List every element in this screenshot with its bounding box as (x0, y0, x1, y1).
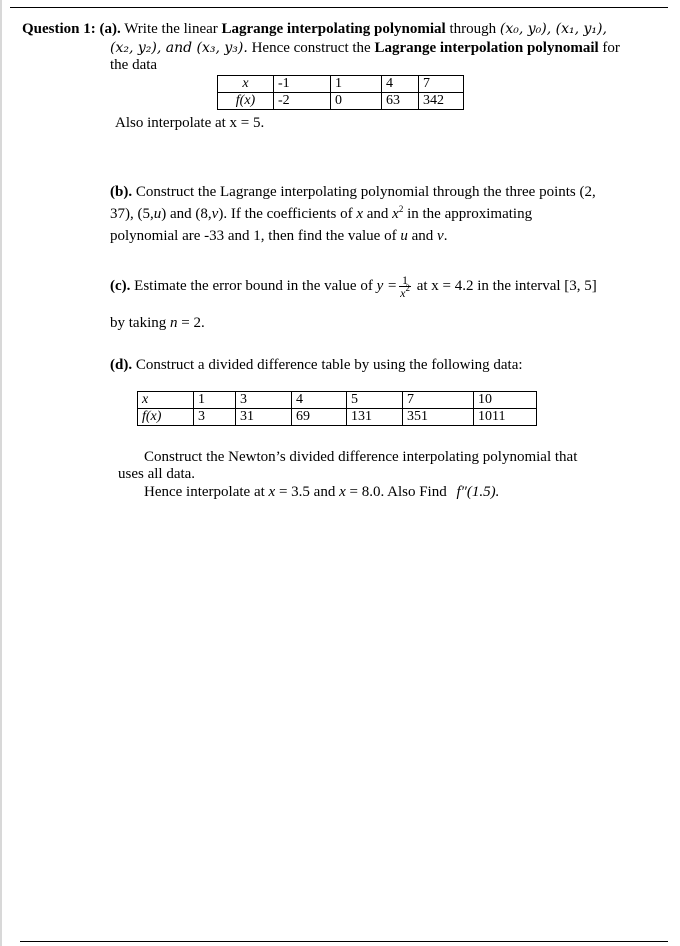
part-b-line-3 (110, 227, 447, 245)
part-a-interpolate: Also interpolate at x = 5. (115, 115, 265, 131)
table-row (138, 409, 537, 426)
table-cell: 1011 (474, 409, 537, 426)
part-d-text: Construct a divided difference table by using the following data: (135, 357, 523, 373)
var-v: v (211, 206, 219, 222)
table-cell: 4 (292, 392, 347, 409)
table-cell: 63 (382, 93, 419, 110)
fraction (399, 274, 411, 299)
table-cell: 7 (403, 392, 474, 409)
var-x: x (400, 286, 406, 301)
part-d-line-4 (144, 483, 499, 501)
part-c-line-1 (110, 272, 597, 300)
table-cell: 4 (382, 76, 419, 93)
table-cell: 10 (474, 392, 537, 409)
part-a-text: Write the linear (124, 21, 218, 37)
part-d-line-2: Construct the Newton’s divided difference interpolating polynomial that (144, 449, 578, 465)
part-c-text: = 2. (181, 315, 205, 331)
part-a-bold-term: Lagrange interpolating polynomial (221, 21, 446, 37)
part-a-line-3: the data (110, 57, 158, 73)
part-b-text: and (366, 206, 389, 222)
part-a-label: (a). (99, 21, 121, 37)
table-cell: 131 (347, 409, 403, 426)
part-d-text: Hence interpolate at (144, 484, 265, 500)
part-b-line-1 (110, 183, 596, 201)
part-b-line-2 (110, 205, 532, 223)
var-v: v (437, 228, 444, 244)
part-d-label: (d). (110, 357, 133, 373)
table-cell: 3 (194, 409, 236, 426)
var-x: x (392, 206, 399, 222)
table-cell: 3 (236, 392, 292, 409)
var-u: u (400, 228, 408, 244)
page-left-edge (0, 0, 2, 946)
part-c-text: at x = 4.2 in the interval [3, 5] (416, 278, 597, 294)
divided-difference-table (137, 391, 537, 426)
points-line-2: (x₂, y₂), and (x₃, y₃). (110, 40, 248, 56)
part-d-line-3: uses all data. (118, 466, 196, 482)
table-cell: 342 (419, 93, 464, 110)
table-header-fx: f(x) (138, 409, 194, 426)
part-b-text: ) and (8, (161, 206, 212, 222)
table-cell: 31 (236, 409, 292, 426)
part-b-label: (b). (110, 184, 133, 200)
table-cell: 1 (331, 76, 382, 93)
part-b-text-1: Construct the Lagrange interpolating polynomial through the three points (2, (135, 184, 596, 200)
table-cell: 1 (194, 392, 236, 409)
table-cell: -2 (274, 93, 331, 110)
var-n: n (170, 315, 178, 331)
table-row (218, 93, 464, 110)
exponent: 2 (398, 204, 404, 214)
part-c-text: by taking (110, 315, 167, 331)
part-b-text: in the approximating (407, 206, 533, 222)
var-x: x (339, 484, 346, 500)
part-b-text: 37), (5, (110, 206, 154, 222)
second-derivative: f″(1.5). (456, 484, 500, 500)
top-rule (10, 7, 668, 8)
table-header-fx: f(x) (218, 93, 274, 110)
part-b-text: and (411, 228, 434, 244)
part-b-text: ). If the coefficients of (218, 206, 353, 222)
part-c-text: Estimate the error bound in the value of (134, 278, 373, 294)
table-cell: 7 (419, 76, 464, 93)
table-row (138, 392, 537, 409)
table-cell: 69 (292, 409, 347, 426)
table-header-x: x (218, 76, 274, 93)
part-a-line-2 (110, 39, 620, 57)
part-c-line-2 (110, 314, 205, 332)
question-label: Question 1: (22, 21, 96, 37)
lagrange-data-table (217, 75, 464, 110)
part-a-through: through (449, 21, 497, 37)
part-d-line-1 (110, 356, 523, 374)
table-cell: 351 (403, 409, 474, 426)
table-header-x: x (138, 392, 194, 409)
part-a-line-1 (22, 20, 607, 38)
part-b-text: polynomial are -33 and 1, then find the value of (110, 228, 397, 244)
var-u: u (153, 206, 162, 222)
part-d-text: = 3.5 and (278, 484, 336, 500)
part-a-bold-term-2: Lagrange interpolation polynomail (374, 40, 599, 56)
y-equals: y = (376, 278, 398, 294)
table-cell: 0 (331, 93, 382, 110)
var-x: x (356, 206, 363, 222)
table-cell: 5 (347, 392, 403, 409)
table-row (218, 76, 464, 93)
exponent: 2 (405, 283, 410, 294)
fraction-denominator (399, 283, 411, 301)
part-b-text: . (443, 228, 448, 244)
part-c-label: (c). (110, 278, 131, 294)
part-a-line2-text: Hence construct the (251, 40, 371, 56)
points-line-1: (x₀, y₀), (x₁, y₁), (499, 21, 607, 37)
fraction-numerator: 1 (399, 274, 411, 287)
var-x: x (268, 484, 276, 500)
part-d-text: = 8.0. Also Find (349, 484, 447, 500)
table-cell: -1 (274, 76, 331, 93)
bottom-rule (20, 941, 668, 942)
part-a-for: for (602, 40, 620, 56)
